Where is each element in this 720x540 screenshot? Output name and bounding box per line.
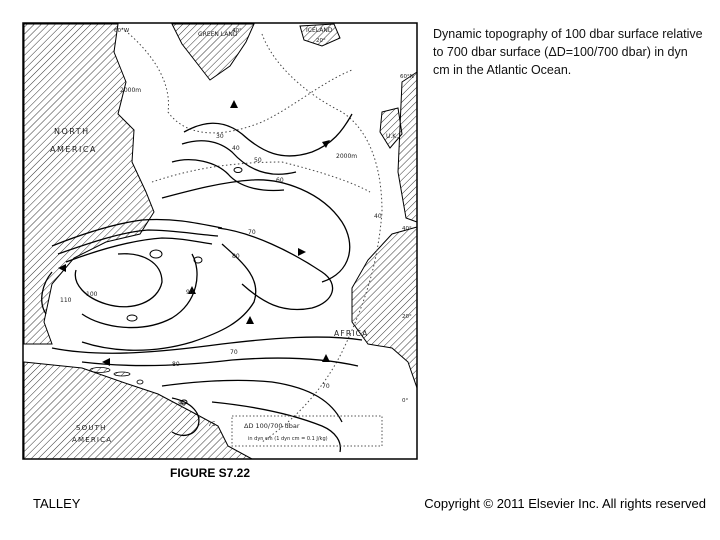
contour-label: 60 <box>276 177 284 184</box>
map-svg <box>22 22 418 460</box>
contour-label: 40 <box>374 213 382 220</box>
contour-label: 75 <box>208 421 216 428</box>
contour-label: 70 <box>248 229 256 236</box>
iceland-label: ICELAND <box>306 27 333 34</box>
contour-label: 80 <box>178 401 186 408</box>
africa-label: AFRICA <box>334 329 369 338</box>
uk-label: U.K. <box>386 133 399 140</box>
depth-label: 2000m <box>120 87 142 94</box>
greenland-label: GREEN LAND <box>198 31 238 38</box>
legend-title: ΔD 100/700 dbar <box>244 422 300 430</box>
figure-caption: Dynamic topography of 100 dbar surface relative to 700 dbar surface (ΔD=100/700 dbar) in dyn cm in the Atlantic Ocean. <box>433 27 703 77</box>
caribbean-island <box>114 372 130 376</box>
legend-units: in dyn cm (1 dyn cm = 0.1 J/kg) <box>248 436 328 442</box>
contour-label: 110 <box>60 297 72 304</box>
contour-label: 80 <box>232 253 240 260</box>
lat-label: 40° <box>402 226 412 232</box>
lon-label: 60°W <box>114 28 130 34</box>
contour-label: 70 <box>322 383 330 390</box>
contour-label: 30 <box>216 133 224 140</box>
contour-label: 90 <box>186 289 194 296</box>
caribbean-island <box>90 368 110 373</box>
contour-label: 70 <box>230 349 238 356</box>
contour-label: 50 <box>254 157 262 164</box>
figure-label: FIGURE S7.22 <box>170 466 251 480</box>
lat-label: 0° <box>402 398 409 404</box>
caribbean-island <box>137 380 143 384</box>
copyright-notice: Copyright © 2011 Elsevier Inc. All rights reserved <box>424 496 706 511</box>
contour-label: 100 <box>86 291 98 298</box>
author-name: TALLEY <box>33 496 81 511</box>
atlantic-map <box>22 22 418 460</box>
lon-label: 40° <box>232 28 242 34</box>
lat-label: 20° <box>402 314 412 320</box>
lon-label: 20° <box>316 38 326 44</box>
depth-label: 2000m <box>336 153 358 160</box>
contour-label: 80 <box>172 361 180 368</box>
south-america-label-2: AMERICA <box>72 436 113 444</box>
lat-label: 60°N <box>400 74 414 80</box>
contour-label: 40 <box>232 145 240 152</box>
south-america-label-1: SOUTH <box>76 424 107 432</box>
north-america-label-2: AMERICA <box>50 145 97 154</box>
north-america-label-1: NORTH <box>54 127 90 136</box>
